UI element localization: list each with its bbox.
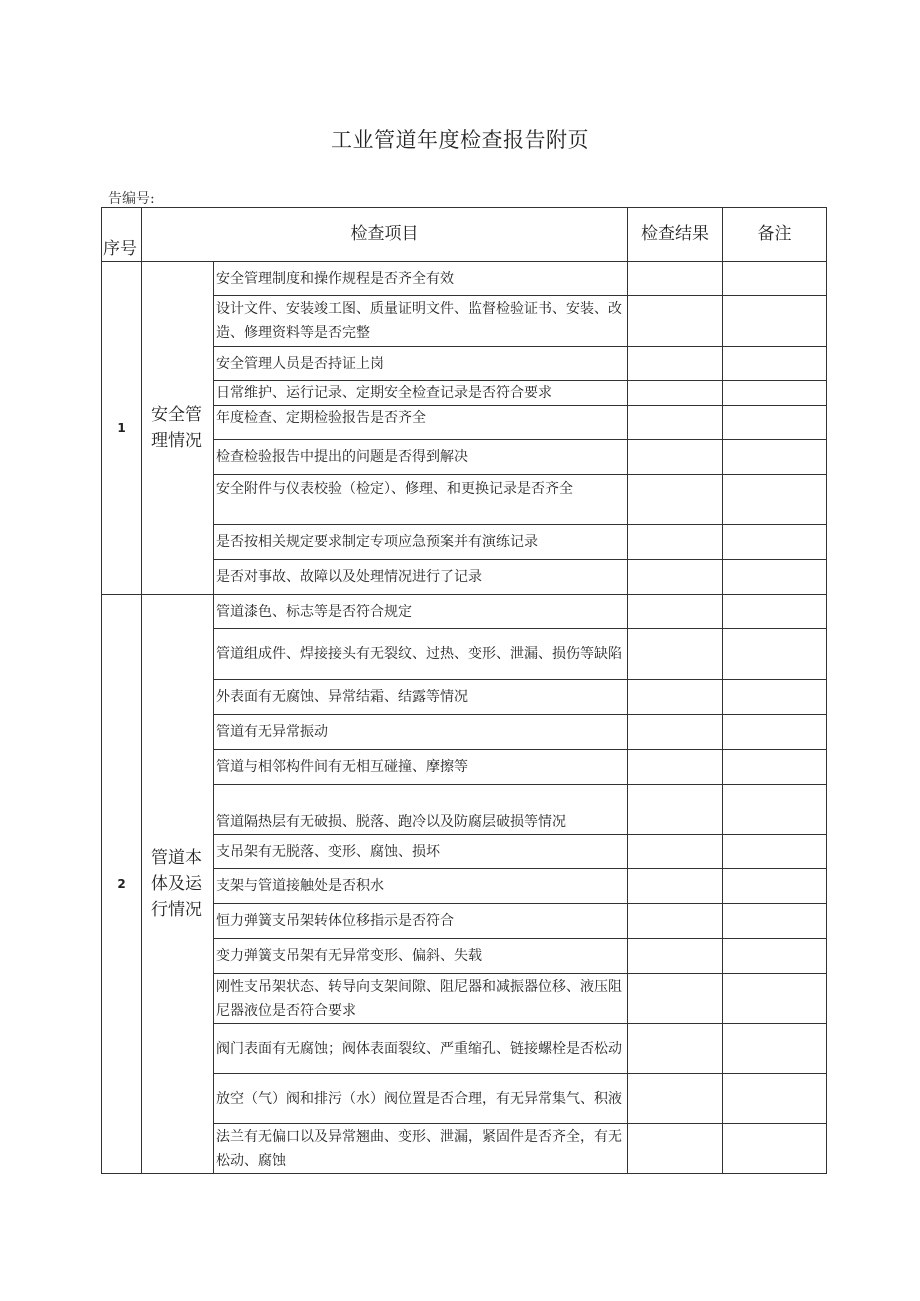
- note-cell[interactable]: [723, 680, 827, 715]
- result-cell[interactable]: [628, 785, 723, 835]
- result-cell[interactable]: [628, 715, 723, 750]
- header-result: 检查结果: [628, 208, 723, 262]
- check-item: 法兰有无偏口以及异常翘曲、变形、泄漏，紧固件是否齐全，有无松动、腐蚀: [214, 1124, 628, 1174]
- note-cell[interactable]: [723, 1024, 827, 1074]
- result-cell[interactable]: [628, 406, 723, 440]
- result-cell[interactable]: [628, 835, 723, 869]
- header-seq: 序号: [102, 208, 142, 262]
- check-item: 管道组成件、焊接接头有无裂纹、过热、变形、泄漏、损伤等缺陷: [214, 629, 628, 680]
- result-cell[interactable]: [628, 525, 723, 560]
- check-item: 管道隔热层有无破损、脱落、跑冷以及防腐层破损等情况: [214, 785, 628, 835]
- result-cell[interactable]: [628, 939, 723, 974]
- note-cell[interactable]: [723, 629, 827, 680]
- report-number-label: 告编号:: [108, 191, 155, 207]
- note-cell[interactable]: [723, 525, 827, 560]
- section-category: 管道本体及运行情况: [142, 595, 214, 1174]
- check-item: 支架与管道接触处是否积水: [214, 869, 628, 904]
- check-item: 放空（气）阀和排污（水）阀位置是否合理，有无异常集气、积液: [214, 1074, 628, 1124]
- note-cell[interactable]: [723, 869, 827, 904]
- check-item: 检查检验报告中提出的问题是否得到解决: [214, 440, 628, 475]
- check-item: 是否按相关规定要求制定专项应急预案并有演练记录: [214, 525, 628, 560]
- result-cell[interactable]: [628, 475, 723, 525]
- check-item: 日常维护、运行记录、定期安全检查记录是否符合要求: [214, 381, 628, 406]
- check-item: 恒力弹簧支吊架转体位移指示是否符合: [214, 904, 628, 939]
- check-item: 支吊架有无脱落、变形、腐蚀、损坏: [214, 835, 628, 869]
- note-cell[interactable]: [723, 785, 827, 835]
- section-seq: 1: [102, 262, 142, 595]
- result-cell[interactable]: [628, 680, 723, 715]
- note-cell[interactable]: [723, 835, 827, 869]
- result-cell[interactable]: [628, 1124, 723, 1174]
- note-cell[interactable]: [723, 974, 827, 1024]
- header-row: [102, 208, 827, 262]
- check-item: 变力弹簧支吊架有无异常变形、偏斜、失载: [214, 939, 628, 974]
- note-cell[interactable]: [723, 939, 827, 974]
- header-item: 检查项目: [142, 208, 628, 262]
- result-cell[interactable]: [628, 904, 723, 939]
- note-cell[interactable]: [723, 750, 827, 785]
- check-item: 年度检查、定期检验报告是否齐全: [214, 406, 628, 440]
- table-row: [102, 262, 827, 296]
- note-cell[interactable]: [723, 1124, 827, 1174]
- result-cell[interactable]: [628, 1074, 723, 1124]
- note-cell[interactable]: [723, 440, 827, 475]
- check-item: 是否对事故、故障以及处理情况进行了记录: [214, 560, 628, 595]
- result-cell[interactable]: [628, 1024, 723, 1074]
- note-cell[interactable]: [723, 381, 827, 406]
- note-cell[interactable]: [723, 347, 827, 381]
- check-item: 管道漆色、标志等是否符合规定: [214, 595, 628, 629]
- inspection-table: [101, 207, 827, 1174]
- result-cell[interactable]: [628, 595, 723, 629]
- page-title: 工业管道年度检查报告附页: [331, 128, 589, 152]
- header-note: 备注: [723, 208, 827, 262]
- check-item: 阀门表面有无腐蚀；阀体表面裂纹、严重缩孔、链接螺栓是否松动: [214, 1024, 628, 1074]
- check-item: 管道与相邻构件间有无相互碰撞、摩擦等: [214, 750, 628, 785]
- result-cell[interactable]: [628, 381, 723, 406]
- note-cell[interactable]: [723, 904, 827, 939]
- section-seq: 2: [102, 595, 142, 1174]
- result-cell[interactable]: [628, 296, 723, 347]
- check-item: 安全管理人员是否持证上岗: [214, 347, 628, 381]
- result-cell[interactable]: [628, 262, 723, 296]
- check-item: 安全管理制度和操作规程是否齐全有效: [214, 262, 628, 296]
- note-cell[interactable]: [723, 296, 827, 347]
- check-item: 外表面有无腐蚀、异常结霜、结露等情况: [214, 680, 628, 715]
- check-item: 管道有无异常振动: [214, 715, 628, 750]
- note-cell[interactable]: [723, 406, 827, 440]
- note-cell[interactable]: [723, 715, 827, 750]
- note-cell[interactable]: [723, 560, 827, 595]
- result-cell[interactable]: [628, 440, 723, 475]
- result-cell[interactable]: [628, 974, 723, 1024]
- result-cell[interactable]: [628, 347, 723, 381]
- note-cell[interactable]: [723, 1074, 827, 1124]
- check-item: 刚性支吊架状态、转导向支架间隙、阻尼器和减振器位移、液压阻尼器液位是否符合要求: [214, 974, 628, 1024]
- result-cell[interactable]: [628, 869, 723, 904]
- check-item: 设计文件、安装竣工图、质量证明文件、监督检验证书、安装、改造、修理资料等是否完整: [214, 296, 628, 347]
- check-item: 安全附件与仪表校验（检定）、修理、和更换记录是否齐全: [214, 475, 628, 525]
- note-cell[interactable]: [723, 595, 827, 629]
- table-row: [102, 595, 827, 629]
- result-cell[interactable]: [628, 560, 723, 595]
- note-cell[interactable]: [723, 475, 827, 525]
- result-cell[interactable]: [628, 629, 723, 680]
- note-cell[interactable]: [723, 262, 827, 296]
- section-category: 安全管理情况: [142, 262, 214, 595]
- result-cell[interactable]: [628, 750, 723, 785]
